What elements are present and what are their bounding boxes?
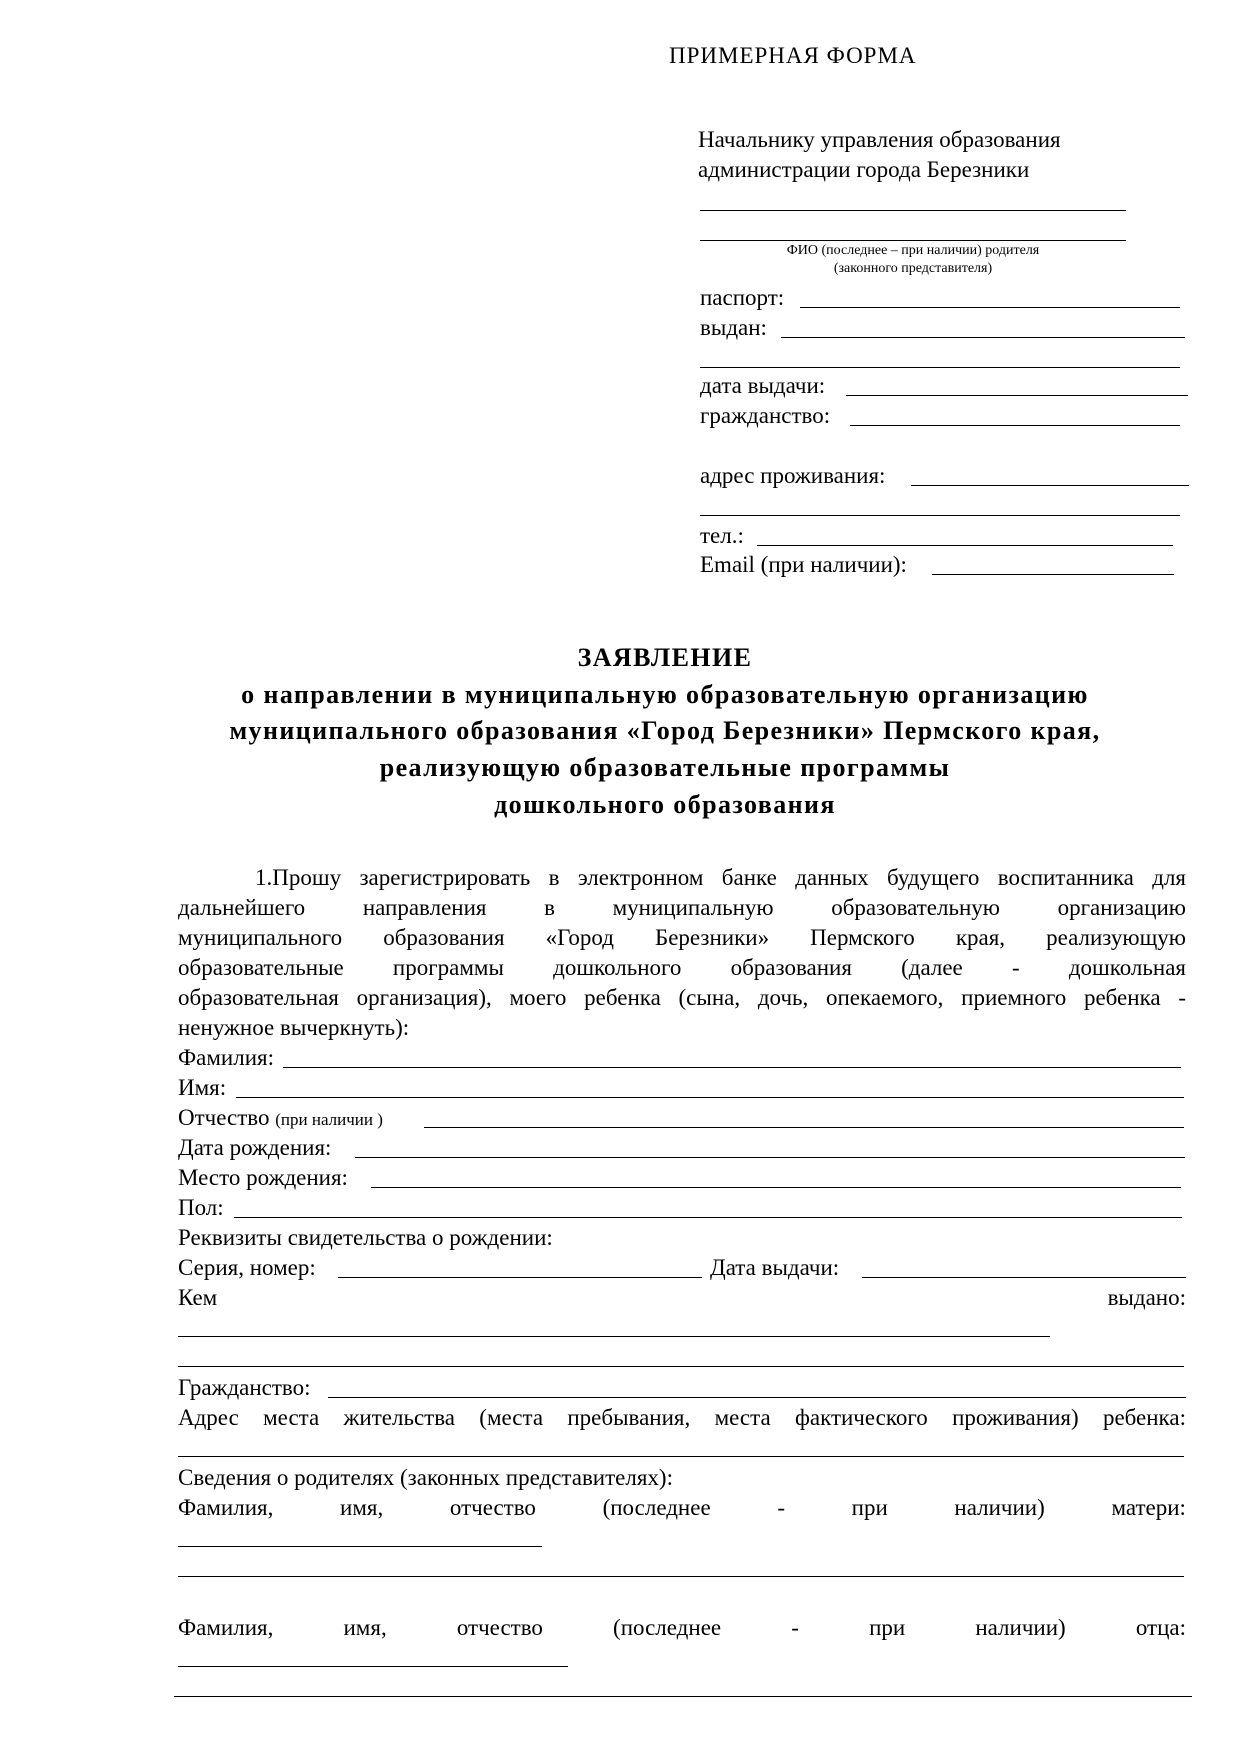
word: (места xyxy=(479,1405,544,1430)
word: отца: xyxy=(1135,1615,1186,1640)
patronymic-label xyxy=(178,1106,383,1129)
issued-label: выдан: xyxy=(700,315,767,340)
word: Березники» xyxy=(655,925,770,950)
word: в xyxy=(544,895,555,920)
word: - xyxy=(1011,955,1020,980)
word: ребенка: xyxy=(1102,1405,1186,1430)
title-line-1: ЗАЯВЛЕНИЕ xyxy=(577,643,753,672)
word: организацию xyxy=(1057,895,1186,920)
issued-by-blank-1[interactable] xyxy=(178,1336,1050,1337)
surname-label: Фамилия: xyxy=(178,1045,274,1070)
word: образовательные xyxy=(178,955,344,980)
residence-address-blank[interactable] xyxy=(178,1456,1184,1457)
word: реализующую xyxy=(1046,925,1186,950)
title-line-3: муниципального образования «Город Березники» Пермского края, xyxy=(229,716,1101,745)
word: «Город xyxy=(545,925,614,950)
birth-place-blank[interactable] xyxy=(371,1187,1181,1188)
sex-label: Пол: xyxy=(178,1195,224,1220)
word: места xyxy=(714,1405,771,1430)
word: при xyxy=(869,1615,906,1640)
word: дальнейшего xyxy=(178,895,306,920)
issued-blank[interactable] xyxy=(781,337,1185,338)
word: края, xyxy=(955,925,1006,950)
word: (последнее xyxy=(613,1615,722,1640)
fio-caption-line-2: (законного представителя) xyxy=(833,261,993,276)
certificate-heading: Реквизиты свидетельства о рождении: xyxy=(178,1225,553,1250)
issued-by-word-1: Кем xyxy=(178,1285,218,1310)
paragraph-line-6: ненужное вычеркнуть): xyxy=(178,1015,410,1040)
word: места xyxy=(263,1405,320,1430)
word: дошкольного xyxy=(553,955,682,980)
patronymic-note: (при наличии ) xyxy=(275,1110,383,1129)
word: имя, xyxy=(340,1495,384,1520)
word: муниципального xyxy=(178,925,343,950)
word: наличии) xyxy=(954,1495,1045,1520)
word: - xyxy=(777,1495,785,1520)
birth-date-blank[interactable] xyxy=(355,1157,1185,1158)
patronymic-word: Отчество xyxy=(178,1105,270,1130)
issued-blank-2[interactable] xyxy=(700,367,1180,368)
word: фактического xyxy=(794,1405,928,1430)
father-fio-blank-1[interactable] xyxy=(178,1666,568,1667)
word: направления xyxy=(362,895,487,920)
address-blank-2[interactable] xyxy=(700,515,1180,516)
title-line-4: реализующую образовательные программы xyxy=(379,753,951,782)
word: имя, xyxy=(343,1615,387,1640)
father-fio-blank-2[interactable] xyxy=(174,1696,1192,1697)
word: дошкольная xyxy=(1068,955,1186,980)
issue-date-blank[interactable] xyxy=(846,395,1188,396)
parent-fio-blank-1[interactable] xyxy=(700,210,1126,211)
issued-by-word-2: выдано: xyxy=(1107,1285,1186,1310)
word: Фамилия, xyxy=(178,1615,274,1640)
paragraph-line-4 xyxy=(178,956,1186,979)
parents-heading: Сведения о родителях (законных представителях): xyxy=(178,1465,673,1490)
word: жительства xyxy=(343,1405,455,1430)
word: при xyxy=(851,1495,888,1520)
certificate-issue-date-label: Дата выдачи: xyxy=(710,1255,840,1280)
father-fio-row xyxy=(178,1616,1186,1639)
word: образования xyxy=(730,955,852,980)
series-number-label: Серия, номер: xyxy=(178,1255,316,1280)
passport-blank[interactable] xyxy=(800,307,1180,308)
fio-caption-line-1: ФИО (последнее – при наличии) родителя xyxy=(786,243,1040,258)
series-number-blank[interactable] xyxy=(338,1277,702,1278)
title-line-2: о направлении в муниципальную образовательную организацию xyxy=(241,680,1089,709)
name-label: Имя: xyxy=(178,1075,227,1100)
issued-by-blank-2[interactable] xyxy=(178,1366,1184,1367)
word: - xyxy=(791,1615,799,1640)
citizenship-label: гражданство: xyxy=(700,403,831,428)
paragraph-line-1: 1.Прошу зарегистрировать в электронном банке данных будущего воспитанника для xyxy=(255,865,1186,890)
citizenship-blank[interactable] xyxy=(850,425,1180,426)
passport-label: паспорт: xyxy=(700,285,785,310)
paragraph-line-2 xyxy=(178,896,1186,919)
address-label: адрес проживания: xyxy=(700,463,886,488)
paragraph-line-3 xyxy=(178,926,1186,949)
child-citizenship-label: Гражданство: xyxy=(178,1375,311,1400)
mother-fio-blank-2[interactable] xyxy=(178,1576,1184,1577)
name-blank[interactable] xyxy=(236,1097,1184,1098)
word: отчество xyxy=(449,1495,536,1520)
word: Пермского xyxy=(810,925,915,950)
residence-address-row xyxy=(178,1406,1186,1429)
email-label: Email (при наличии): xyxy=(700,552,907,577)
phone-blank[interactable] xyxy=(757,545,1173,546)
paragraph-line-5: образовательная организация), моего ребенка (сына, дочь, опекаемого, приемного ребенка - xyxy=(178,985,1186,1010)
word: муниципальную xyxy=(612,895,774,920)
word: пребывания, xyxy=(567,1405,691,1430)
mother-fio-blank-1[interactable] xyxy=(178,1546,542,1547)
address-blank[interactable] xyxy=(911,485,1189,486)
word: отчество xyxy=(456,1615,543,1640)
word: Фамилия, xyxy=(178,1495,274,1520)
word: Адрес xyxy=(178,1405,239,1430)
issued-by-row xyxy=(178,1286,1186,1309)
word: образовательную xyxy=(831,895,1000,920)
surname-blank[interactable] xyxy=(283,1067,1181,1068)
certificate-issue-date-blank[interactable] xyxy=(862,1277,1186,1278)
phone-label: тел.: xyxy=(700,523,744,548)
word: матери: xyxy=(1111,1495,1186,1520)
title-line-5: дошкольного образования xyxy=(494,790,836,819)
email-blank[interactable] xyxy=(932,574,1174,575)
word: наличии) xyxy=(975,1615,1066,1640)
issue-date-label: дата выдачи: xyxy=(700,373,826,398)
addressee-line-2: администрации города Березники xyxy=(698,157,1030,182)
birth-date-label: Дата рождения: xyxy=(178,1135,332,1160)
mother-fio-row xyxy=(178,1496,1186,1519)
birth-place-label: Место рождения: xyxy=(178,1165,348,1190)
child-citizenship-blank[interactable] xyxy=(328,1397,1186,1398)
word: (последнее xyxy=(602,1495,711,1520)
word: (далее xyxy=(901,955,963,980)
form-label: ПРИМЕРНАЯ ФОРМА xyxy=(669,43,917,68)
addressee-line-1: Начальнику управления образования xyxy=(698,127,1061,152)
parent-fio-blank-2[interactable] xyxy=(700,240,1126,241)
patronymic-blank[interactable] xyxy=(424,1127,1184,1128)
word: программы xyxy=(392,955,504,980)
word: проживания) xyxy=(952,1405,1079,1430)
sex-blank[interactable] xyxy=(234,1217,1182,1218)
word: образования xyxy=(383,925,505,950)
